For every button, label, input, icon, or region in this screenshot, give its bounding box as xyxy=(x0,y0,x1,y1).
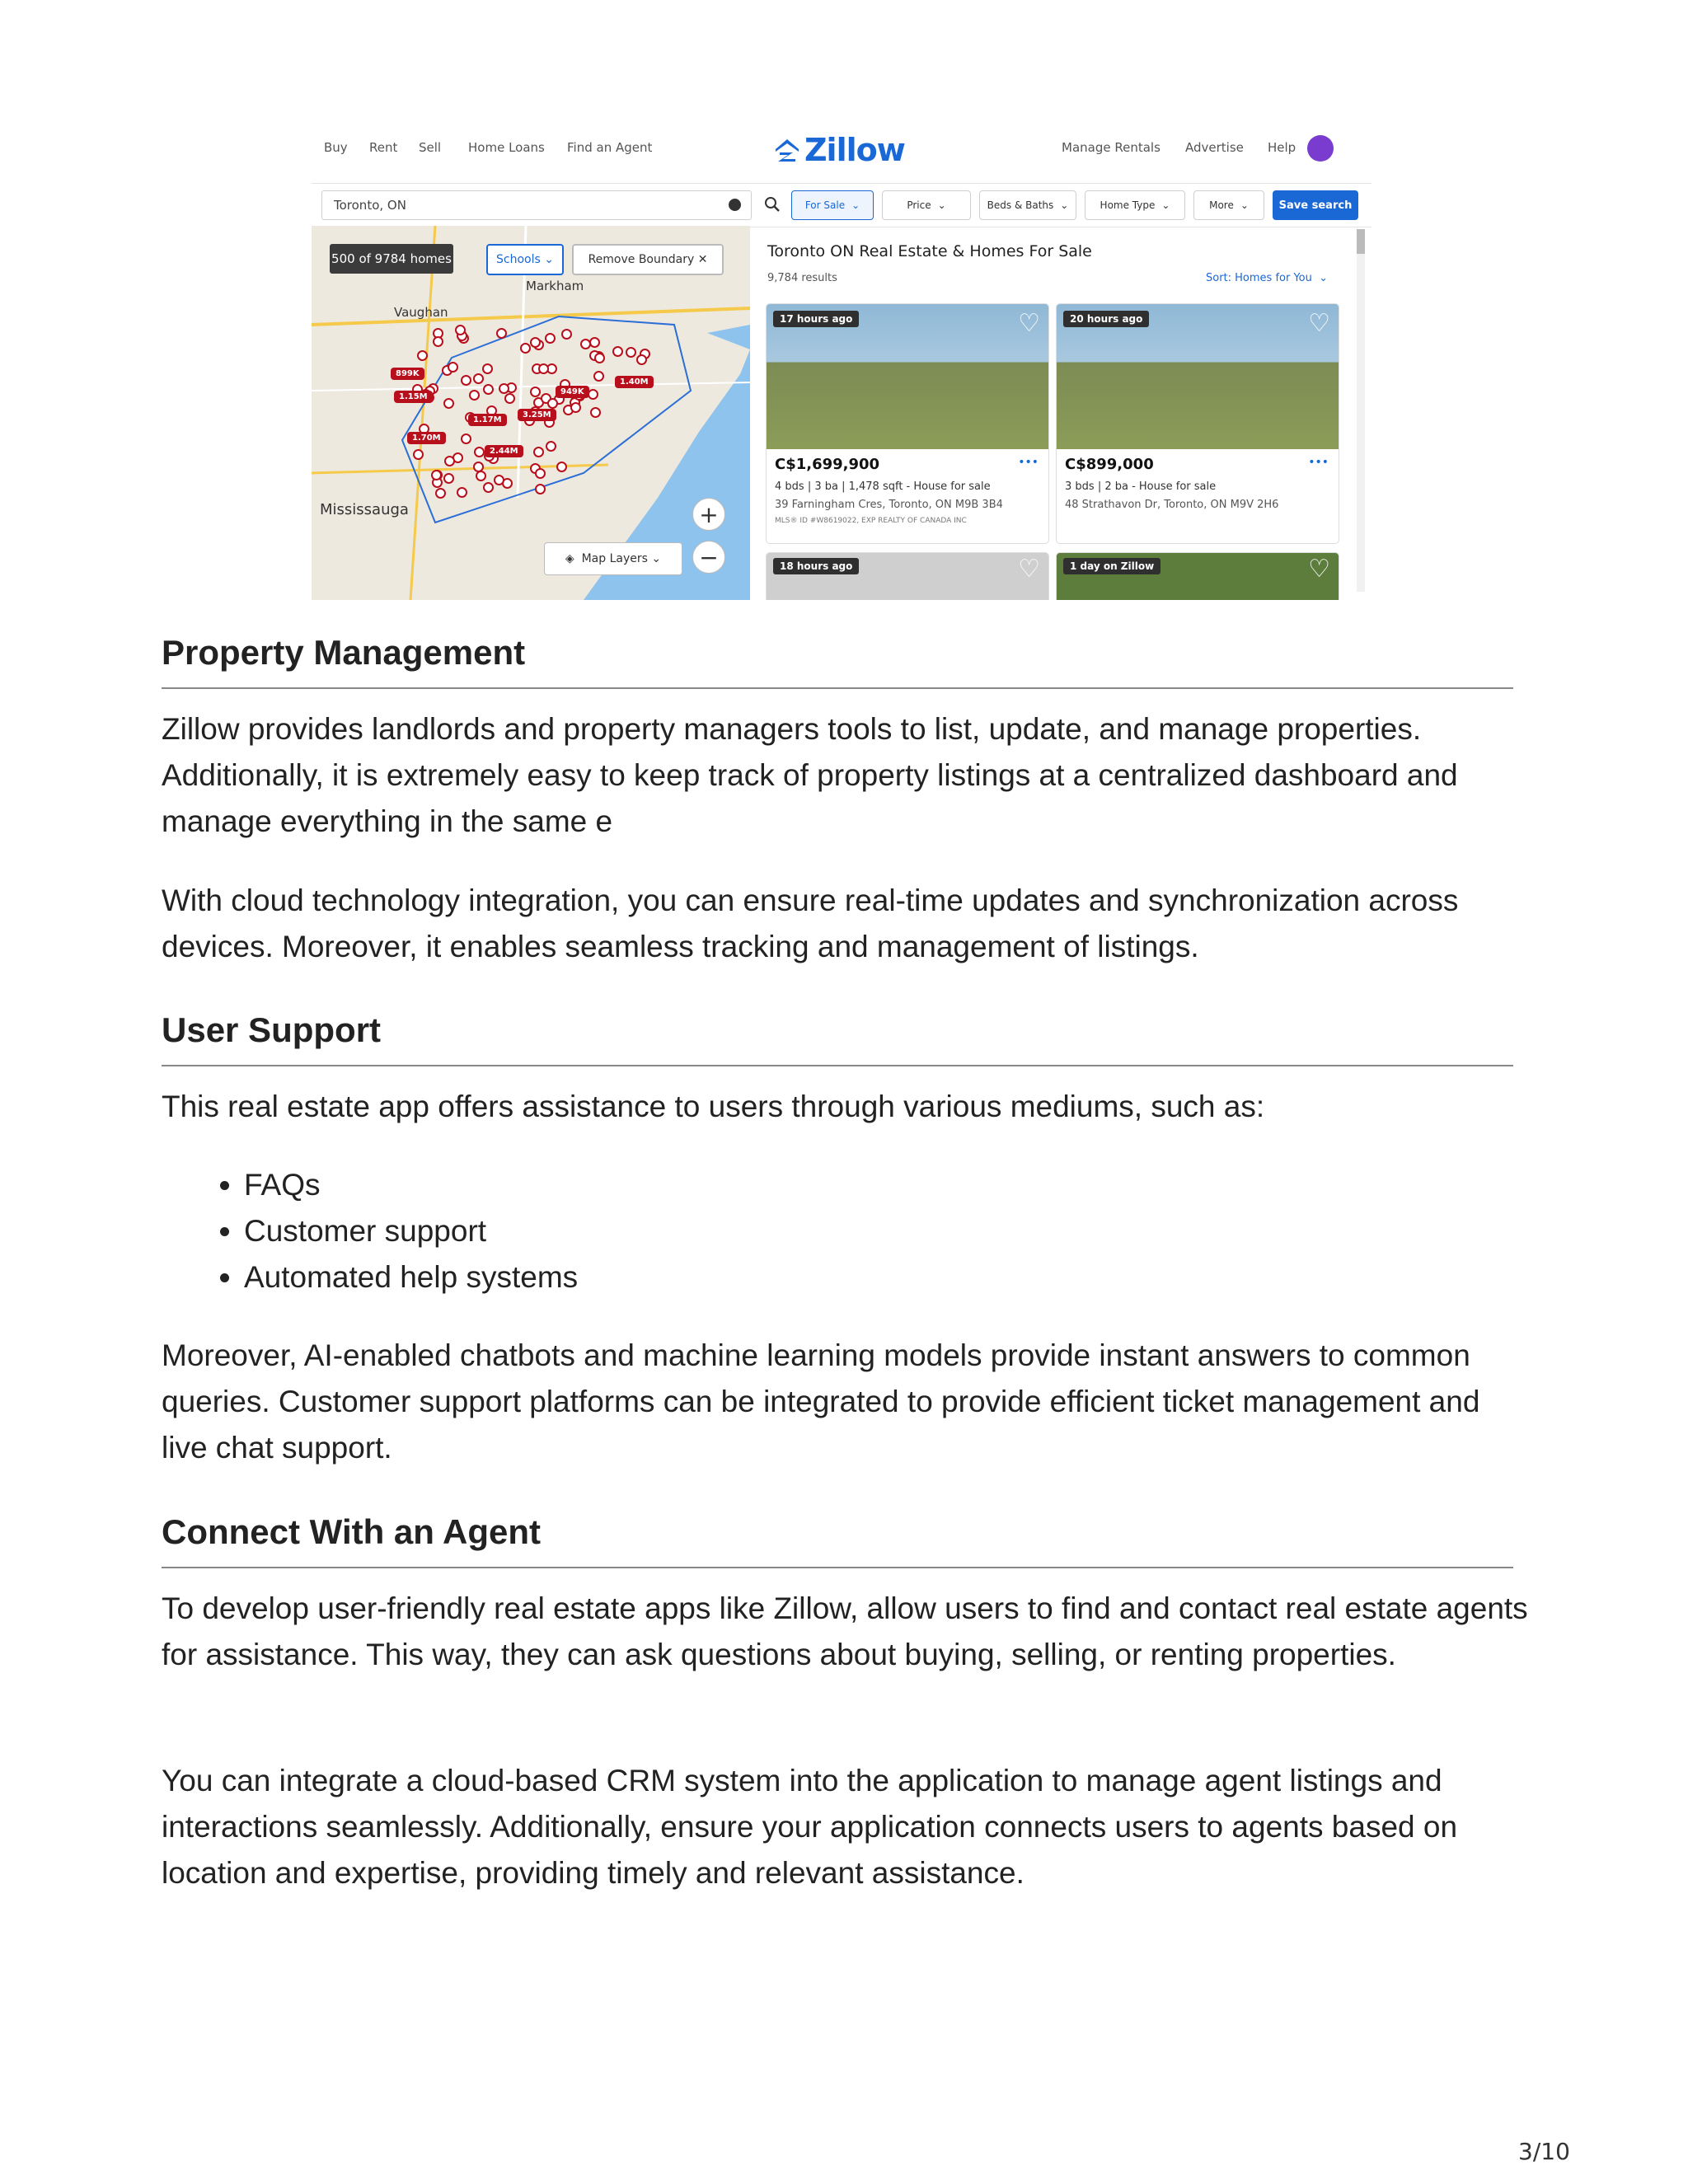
listing-address[interactable]: 48 Strathavon Dr, Toronto, ON M9V 2H6 xyxy=(1065,499,1279,511)
paragraph: To develop user-friendly real estate apps like Zillow, allow users to find and contact real estate agents for assistance. This way, they can ask questions about buying, selling, or renting properties. xyxy=(162,1591,1528,1671)
map-marker[interactable] xyxy=(570,402,581,413)
page-number: 3/10 xyxy=(1518,2138,1570,2165)
map-marker[interactable] xyxy=(612,346,623,357)
results-scrollbar[interactable] xyxy=(1357,229,1365,592)
listing-card[interactable] xyxy=(1056,303,1339,544)
map-marker[interactable] xyxy=(520,343,531,354)
listing-age-badge: 17 hours ago xyxy=(773,311,859,327)
map-marker[interactable] xyxy=(483,482,494,493)
map-marker[interactable] xyxy=(474,447,485,457)
map-marker[interactable] xyxy=(535,484,546,494)
map-marker[interactable] xyxy=(433,336,443,347)
nav-sell[interactable]: Sell xyxy=(419,140,442,155)
heart-icon[interactable]: ♡ xyxy=(1018,555,1040,583)
sort-dropdown[interactable]: Sort: Homes for You ⌄ xyxy=(1206,272,1329,284)
list-item: • FAQs xyxy=(244,1162,578,1208)
section-divider xyxy=(162,1567,1513,1568)
scrollbar-thumb[interactable] xyxy=(1357,229,1365,254)
map-label-vaughan: Vaughan xyxy=(394,305,448,320)
map-marker[interactable] xyxy=(594,353,605,363)
listing-age-badge: 18 hours ago xyxy=(773,558,859,574)
map-view[interactable] xyxy=(312,226,750,600)
listing-card[interactable] xyxy=(766,303,1049,544)
map-marker[interactable] xyxy=(483,384,494,395)
close-icon: ✕ xyxy=(697,253,708,266)
user-avatar[interactable] xyxy=(1307,135,1334,162)
chevron-down-icon: ⌄ xyxy=(1240,199,1249,211)
nav-manage-rentals[interactable]: Manage Rentals xyxy=(1062,140,1160,155)
map-marker[interactable] xyxy=(588,389,598,400)
paragraph: Moreover, AI-enabled chatbots and machine learning models provide instant answers to common queries. Customer support platforms can be integrated to provide efficient ticket management and live chat support. xyxy=(162,1338,1480,1465)
map-marker[interactable] xyxy=(530,387,541,397)
listing-card[interactable] xyxy=(1056,552,1339,600)
support-channels-list xyxy=(162,1162,578,1301)
map-marker[interactable] xyxy=(461,375,471,386)
paragraph: With cloud technology integration, you can ensure real-time updates and synchronization across devices. Moreover, it enables seamless tracking and management of listings. xyxy=(162,883,1459,963)
heart-icon[interactable]: ♡ xyxy=(1018,309,1040,338)
price-pin[interactable]: 899K xyxy=(391,368,424,380)
map-marker[interactable] xyxy=(561,329,572,340)
map-marker[interactable] xyxy=(443,398,454,409)
zillow-house-icon xyxy=(773,136,801,164)
listing-age-badge: 1 day on Zillow xyxy=(1063,558,1160,574)
remove-boundary-button[interactable]: Remove Boundary ✕ xyxy=(572,244,724,275)
map-marker[interactable] xyxy=(435,488,446,499)
map-marker[interactable] xyxy=(455,325,466,335)
map-layers-button[interactable]: ◈ Map Layers ⌄ xyxy=(544,542,682,575)
map-marker[interactable] xyxy=(431,470,442,480)
map-marker[interactable] xyxy=(626,347,636,358)
map-marker[interactable] xyxy=(482,363,493,374)
results-count: 9,784 results xyxy=(767,272,837,284)
zillow-top-nav xyxy=(312,124,1372,176)
listing-address[interactable]: 39 Farningham Cres, Toronto, ON M9B 3B4 xyxy=(775,499,1003,511)
map-marker[interactable] xyxy=(443,473,454,484)
chevron-down-icon: ⌄ xyxy=(1060,199,1069,211)
price-pin[interactable]: 1.70M xyxy=(407,432,446,444)
list-item: • Customer support xyxy=(244,1208,578,1254)
map-marker[interactable] xyxy=(533,447,544,457)
listing-price: C$1,699,900 xyxy=(775,456,880,473)
map-marker[interactable] xyxy=(535,468,546,479)
clear-icon[interactable] xyxy=(729,199,741,211)
listing-meta: 3 bds | 2 ba - House for sale xyxy=(1065,480,1217,493)
chevron-down-icon: ⌄ xyxy=(851,199,860,211)
map-marker[interactable] xyxy=(444,456,455,466)
zoom-out-button[interactable]: − xyxy=(692,541,725,574)
map-marker[interactable] xyxy=(417,350,428,361)
price-pin[interactable]: 2.44M xyxy=(485,445,523,457)
paragraph: Zillow provides landlords and property managers tools to list, update, and manage properties. Additionally, it is extremely easy to keep track of property listings at a centralized dashboard and manage everything in the same e xyxy=(162,712,1458,838)
listing-price: C$899,000 xyxy=(1065,456,1154,473)
nav-help[interactable]: Help xyxy=(1268,140,1296,155)
schools-toggle[interactable]: Schools ⌄ xyxy=(486,244,564,275)
filter-price[interactable]: Price ⌄ xyxy=(882,190,971,220)
listing-age-badge: 20 hours ago xyxy=(1063,311,1149,327)
chevron-down-icon: ⌄ xyxy=(1319,272,1329,284)
map-marker[interactable] xyxy=(538,363,549,374)
nav-buy[interactable]: Buy xyxy=(324,140,348,155)
map-marker[interactable] xyxy=(547,398,558,409)
nav-find-agent[interactable]: Find an Agent xyxy=(567,140,653,155)
search-icon[interactable] xyxy=(763,195,781,213)
filter-home-type[interactable]: Home Type ⌄ xyxy=(1085,190,1185,220)
paragraph: You can integrate a cloud-based CRM system into the application to manage agent listings and interactions seamlessly. Additionally, ensure your application connects users to agents based on location and expertise, providing timely and relevant assistance. xyxy=(162,1764,1458,1890)
map-marker[interactable] xyxy=(473,462,484,472)
listing-broker: MLS® ID #W8619022, EXP REALTY OF CANADA INC xyxy=(775,517,967,525)
more-options-icon[interactable]: ••• xyxy=(1308,456,1329,469)
list-item: • Automated help systems xyxy=(244,1254,578,1301)
search-filter-bar xyxy=(312,183,1372,227)
chevron-down-icon: ⌄ xyxy=(544,253,554,266)
filter-for-sale[interactable]: For Sale ⌄ xyxy=(791,190,874,220)
nav-advertise[interactable]: Advertise xyxy=(1185,140,1244,155)
section-divider xyxy=(162,1065,1513,1066)
listing-meta: 4 bds | 3 ba | 1,478 sqft - House for sale xyxy=(775,480,991,493)
heading-property-management: Property Management xyxy=(162,633,526,672)
map-marker[interactable] xyxy=(461,434,471,444)
heading-connect-agent: Connect With an Agent xyxy=(162,1512,542,1551)
section-divider xyxy=(162,687,1513,689)
map-marker[interactable] xyxy=(636,354,647,365)
map-marker[interactable] xyxy=(546,441,556,452)
nav-home-loans[interactable]: Home Loans xyxy=(468,140,545,155)
results-panel xyxy=(761,226,1372,600)
chevron-down-icon: ⌄ xyxy=(651,552,662,565)
map-marker[interactable] xyxy=(499,383,509,394)
price-pin[interactable]: 3.25M xyxy=(518,409,556,421)
zoom-in-button[interactable]: + xyxy=(692,498,725,531)
filter-beds-baths[interactable]: Beds & Baths ⌄ xyxy=(979,190,1076,220)
heading-user-support: User Support xyxy=(162,1010,382,1049)
map-marker[interactable] xyxy=(413,449,424,460)
map-marker[interactable] xyxy=(496,328,507,339)
map-marker[interactable] xyxy=(457,487,467,498)
price-pin[interactable]: 1.15M xyxy=(394,391,433,403)
zillow-wordmark: Zillow xyxy=(804,132,905,168)
map-label-markham: Markham xyxy=(526,279,584,293)
location-search-input[interactable] xyxy=(321,190,752,220)
homes-count-badge: 500 of 9784 homes xyxy=(330,244,453,274)
paragraph: This real estate app offers assistance to users through various mediums, such as: xyxy=(162,1090,1265,1123)
heart-icon[interactable]: ♡ xyxy=(1308,555,1330,583)
map-marker[interactable] xyxy=(580,339,591,349)
zillow-logo[interactable] xyxy=(773,134,905,166)
map-marker[interactable] xyxy=(530,337,541,348)
map-marker[interactable] xyxy=(504,393,515,404)
map-marker[interactable] xyxy=(469,390,480,401)
price-pin[interactable]: 949K xyxy=(556,386,589,398)
map-label-mississauga: Mississauga xyxy=(320,501,409,518)
chevron-down-icon: ⌄ xyxy=(1161,199,1170,211)
save-search-button[interactable]: Save search xyxy=(1273,190,1358,220)
nav-rent[interactable]: Rent xyxy=(369,140,398,155)
price-pin[interactable]: 1.40M xyxy=(615,376,654,388)
more-options-icon[interactable]: ••• xyxy=(1018,456,1039,469)
map-marker[interactable] xyxy=(448,362,458,373)
layers-icon: ◈ xyxy=(565,552,574,565)
price-pin[interactable]: 1.17M xyxy=(468,414,507,426)
zillow-screenshot xyxy=(312,124,1372,600)
map-marker[interactable] xyxy=(556,462,567,472)
filter-more[interactable]: More ⌄ xyxy=(1193,190,1264,220)
map-marker[interactable] xyxy=(593,371,604,382)
map-marker[interactable] xyxy=(590,407,601,418)
listing-card[interactable] xyxy=(766,552,1049,600)
map-marker[interactable] xyxy=(473,373,484,384)
results-title: Toronto ON Real Estate & Homes For Sale xyxy=(767,242,1092,260)
map-marker[interactable] xyxy=(589,337,600,348)
chevron-down-icon: ⌄ xyxy=(937,199,946,211)
map-marker[interactable] xyxy=(494,475,504,485)
search-input-value: Toronto, ON xyxy=(334,198,406,213)
heart-icon[interactable]: ♡ xyxy=(1308,309,1330,338)
map-marker[interactable] xyxy=(545,333,556,344)
